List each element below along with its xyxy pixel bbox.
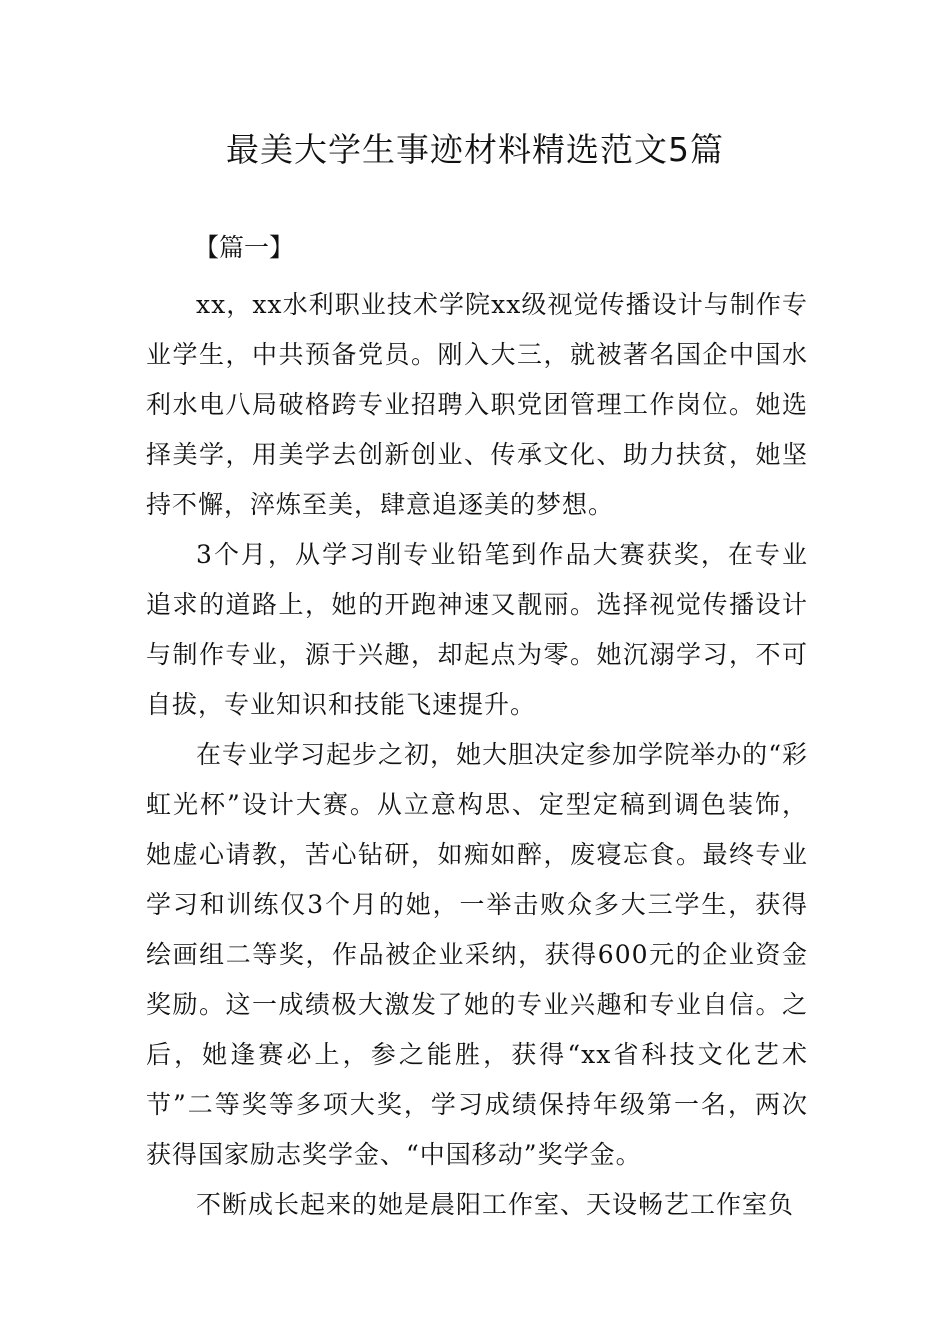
section-heading: 【篇一】 [194, 233, 295, 262]
document-title: 最美大学生事迹材料精选范文5篇 [226, 130, 724, 169]
paragraph: 3个月，从学习削专业铅笔到作品大赛获奖，在专业追求的道路上，她的开跑神速又靓丽。选择视觉传播设计与制作专业，源于兴趣，却起点为零。她沉溺学习，不可自拔，专业知识和技能飞速提升。 [146, 540, 808, 719]
paragraph: 不断成长起来的她是晨阳工作室、天设畅艺工作室负 [196, 1190, 795, 1219]
document-body [146, 280, 808, 1230]
paragraph: 在专业学习起步之初，她大胆决定参加学院举办的“彩虹光杯”设计大赛。从立意构思、定型定稿到调色装饰，她虚心请教，苦心钻研，如痴如醉，废寝忘食。最终专业学习和训练仅3个月的她，一举击败众多大三学生，获得绘画组二等奖，作品被企业采纳，获得600元的企业资金奖励。这一成绩极大激发了她的专业兴趣和专业自信。之后，她逢赛必上，参之能胜，获得“xx省科技文化艺术节”二等奖等多项大奖，学习成绩保持年级第一名，两次获得国家励志奖学金、“中国移动”奖学金。 [146, 740, 808, 1169]
paragraph: xx，xx水利职业技术学院xx级视觉传播设计与制作专业学生，中共预备党员。刚入大三，就被著名国企中国水利水电八局破格跨专业招聘入职党团管理工作岗位。她选择美学，用美学去创新创业、传承文化、助力扶贫，她坚持不懈，淬炼至美，肆意追逐美的梦想。 [146, 290, 808, 519]
